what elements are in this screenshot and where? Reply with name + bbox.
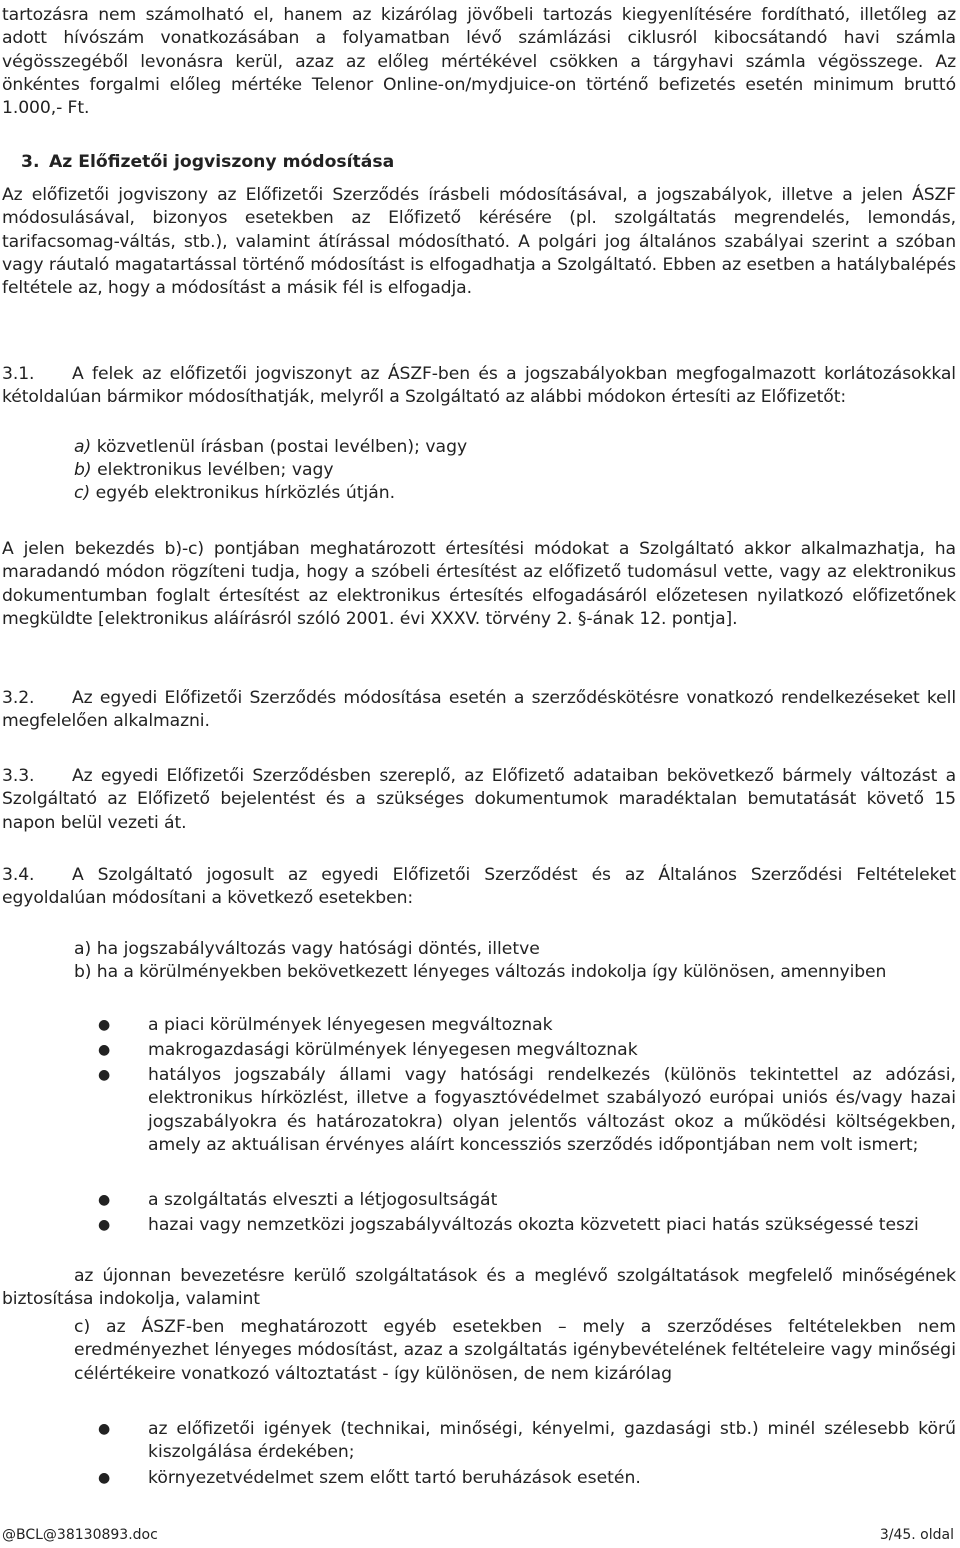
subsection-3-1: [2, 363, 956, 410]
main-paragraph: Az előfizetői jogviszony az Előfizetői Szerződés írásbeli módosításával, a jogszabályok, illetve a jelen ÁSZF módosulásával, bizonyos esetekben az Előfizető kérésére (pl. szolgáltatás megrendelés, lemondás, tarifacsomag-váltás, stb.), valamint átírással módosítható. A polgári jog általános szabályai szerint a szóban vagy ráutaló magatartással történő módosítást is elfogadhatja a Szolgáltató. Ebben az esetben a hatálybalépés feltétele az, hogy a módosítást a másik fél is elfogadja.: [2, 185, 956, 299]
subsection-number: 3.3.: [2, 766, 35, 786]
bullet-text: az előfizetői igények (technikai, minőségi, kényelmi, gazdasági stb.) minél szélesebb körű kiszolgálása érdekében;: [148, 1419, 956, 1463]
bullet-text: hatályos jogszabály állami vagy hatósági rendelkezés (különös tekintettel az adózási, elektronikus hírközlést, illetve a fogyasztóvédelmet szabályozó európai uniós és/vagy hazai jogszabályokra és határozatokra) olyan jelentős változást okoz a működési költségekben, amely az aktuálisan érvényes aláírt koncessziós szerződés időpontjában nem volt ismert;: [148, 1065, 956, 1155]
subsection-text: A felek az előfizetői jogviszonyt az ÁSZF-ben és a jogszabályokban megfogalmazott korlátozásokkal kétoldalúan bármikor módosíthatják, melyről a Szolgáltató az alábbi módokon értesíti az Előfizetőt:: [2, 364, 956, 408]
section-title: Az Előfizetői jogviszony módosítása: [49, 152, 395, 172]
new-services-paragraph: az újonnan bevezetésre kerülő szolgáltatások és a meglévő szolgáltatások megfelelő minőségének biztosítása indokolja, valamint: [2, 1266, 956, 1310]
intro-paragraph: tartozásra nem számolható el, hanem az kizárólag jövőbeli tartozás kiegyenlítésére fordítható, illetőleg az adott hívószám vonatkozásában a folyamatban lévő számlázási ciklusról kibocsátandó havi számla végösszegéből levonásra kerül, azaz az előleg mértékével csökken a tárgyhavi számla végösszege. Az önkéntes forgalmi előleg mértéke Telenor Online-on/mydjuice-on történő befizetés esetén minimum bruttó 1.000,- Ft.: [2, 5, 956, 119]
item-text: közvetlenül írásban (postai levélben); vagy: [91, 437, 468, 457]
case-c: c) az ÁSZF-ben meghatározott egyéb esetekben – mely a szerződéses feltételekben nem eredményezhet lényeges módosítást, azaz a szolgáltatás igénybevételének feltételeire vagy minőségi célértékeire vonatkozó változtatást - így különösen, de nem kizárólag: [74, 1317, 956, 1384]
section-number: 3.: [21, 152, 40, 172]
bullet-item: [98, 1418, 956, 1465]
section-heading: [21, 151, 394, 174]
notification-paragraph: A jelen bekezdés b)-c) pontjában meghatározott értesítési módokat a Szolgáltató akkor alkalmazhatja, ha maradandó módon rögzíteni tudja, hogy a szóbeli értesítést az előfizető tudomásul vette, vagy az elektronikus dokumentumban foglalt értesítést az elektronikus értesítés elfogadásáról előzetesen nyilatkozó előfizetőnek megküldte [elektronikus aláírásról szóló 2001. évi XXXV. törvény 2. §-ának 12. pontja].: [2, 539, 956, 629]
bullet-item: [98, 1214, 956, 1237]
bullet-text: a piaci körülmények lényegesen megváltoznak: [148, 1015, 553, 1035]
subsection-3-3: [2, 765, 956, 835]
case-b: b) ha a körülményekben bekövetkezett lényeges változás indokolja így különösen, amennyiben: [74, 962, 887, 982]
bullet-icon: ●: [98, 1421, 111, 1437]
bullet-text: környezetvédelmet szem előtt tartó beruházások esetén.: [148, 1468, 641, 1488]
item-text: egyéb elektronikus hírközlés útján.: [90, 483, 396, 503]
bullet-item: [98, 1467, 956, 1490]
item-text: elektronikus levélben; vagy: [91, 460, 334, 480]
list-item: [74, 482, 395, 505]
subsection-3-4: [2, 864, 956, 911]
subsection-text: Az egyedi Előfizetői Szerződésben szereplő, az Előfizető adataiban bekövetkező bármely változást a Szolgáltató az Előfizető bejelentést és a szükséges dokumentumok maradéktalan bemutatását követő 15 napon belül vezeti át.: [2, 766, 956, 833]
bullet-item: [98, 1014, 956, 1037]
case-a: a) ha jogszabályváltozás vagy hatósági döntés, illetve: [74, 939, 540, 959]
bullet-item: [98, 1189, 956, 1212]
subsection-number: 3.1.: [2, 364, 35, 384]
subsection-number: 3.2.: [2, 688, 35, 708]
subsection-3-2: [2, 687, 956, 734]
subsection-number: 3.4.: [2, 865, 35, 885]
list-item: [74, 459, 334, 482]
bullet-icon: ●: [98, 1217, 111, 1233]
item-letter: a): [74, 437, 92, 457]
bullet-icon: ●: [98, 1067, 111, 1083]
subsection-text: Az egyedi Előfizetői Szerződés módosítása esetén a szerződéskötésre vonatkozó rendelkezéseket kell megfelelően alkalmazni.: [2, 688, 956, 732]
footer-document-id: @BCL@38130893.doc: [2, 1527, 158, 1543]
bullet-icon: ●: [98, 1017, 111, 1033]
bullet-text: a szolgáltatás elveszti a létjogosultságát: [148, 1190, 498, 1210]
bullet-item: [98, 1039, 956, 1062]
bullet-text: makrogazdasági körülmények lényegesen megváltoznak: [148, 1040, 638, 1060]
bullet-icon: ●: [98, 1192, 111, 1208]
list-item: [74, 436, 467, 459]
bullet-text: hazai vagy nemzetközi jogszabályváltozás okozta közvetett piaci hatás szükségessé teszi: [148, 1215, 919, 1235]
subsection-text: A Szolgáltató jogosult az egyedi Előfizetői Szerződést és az Általános Szerződési Feltételeket egyoldalúan módosítani a következő esetekben:: [2, 865, 956, 909]
bullet-icon: ●: [98, 1042, 111, 1058]
bullet-icon: ●: [98, 1470, 111, 1486]
item-letter: c): [74, 483, 91, 503]
footer-page-number: 3/45. oldal: [879, 1527, 954, 1543]
item-letter: b): [74, 460, 92, 480]
bullet-item: [98, 1064, 956, 1157]
